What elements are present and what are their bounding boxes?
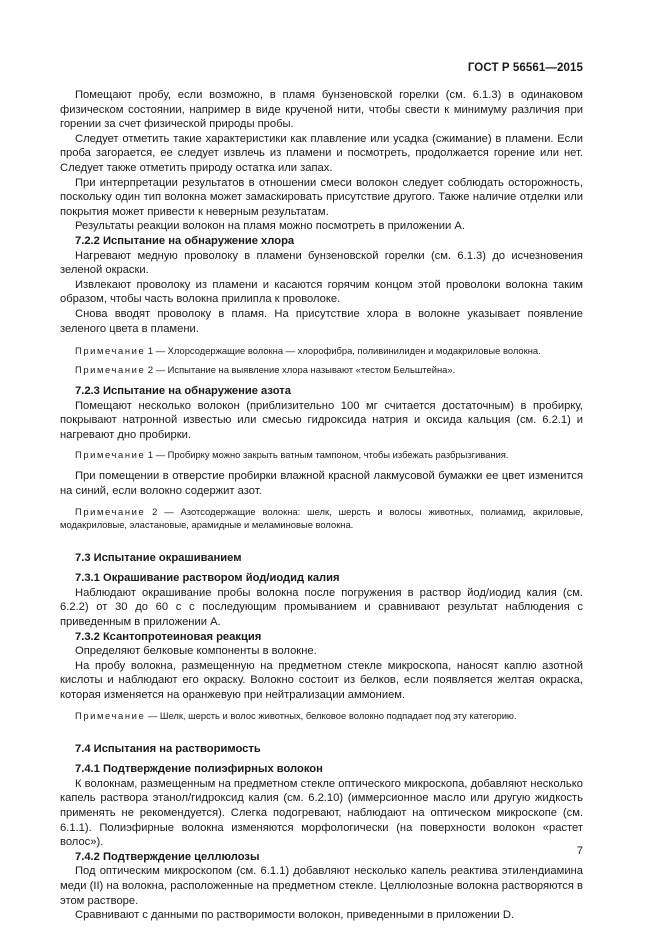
note-label: Примечание xyxy=(75,449,146,461)
document-body xyxy=(60,88,583,923)
paragraph: К волокнам, размещенным на предметном стекле оптического микроскопа, добавляют несколько капель раствора этанол/гидроксид калия (см. 6.2.10) (иммерсионное масло или другую жидкость применять не рекомендуется). Слегка подогревают, наблюдают на оптическом микроскопе (см. 6.1.1). Полиэфирные волокна изменяются морфологически (на поверхности волокон «растет волос»). xyxy=(60,777,583,849)
paragraph: Под оптическим микроскопом (см. 6.1.1) добавляют несколько капель реактива этилендиамина меди (II) на волокна, расположенные на предметном стекле. Целлюлозные волокна растворяются в этом растворе. xyxy=(60,865,583,907)
note xyxy=(60,344,583,357)
note xyxy=(60,709,583,722)
paragraph: Следует отметить такие характеристики как плавление или усадка (сжимание) в пламени. Если проба загорается, ее следует извлечь из пламени и посмотреть, продолжается горение или нет. Следует также отметить природу остатка или запах. xyxy=(60,132,583,174)
paragraph: Определяют белковые компоненты в волокне. xyxy=(75,645,317,658)
note-text: 2 — Испытание на выявление хлора называют «тестом Бельштейна». xyxy=(145,364,456,376)
section-heading: 7.4.2 Подтверждение целлюлозы xyxy=(75,850,260,863)
paragraph: Результаты реакции волокон на пламя можно посмотреть в приложении А. xyxy=(75,220,465,233)
section-heading: 7.2.3 Испытание на обнаружение азота xyxy=(75,385,291,398)
section-heading: 7.2.2 Испытание на обнаружение хлора xyxy=(75,234,295,247)
section-heading: 7.4 Испытания на растворимость xyxy=(75,742,261,755)
note-text: — Шелк, шерсть и волос животных, белковое волокно подпадает под эту категорию. xyxy=(145,709,517,721)
section-heading: 7.3.1 Окрашивание раствором йод/иодид калия xyxy=(75,572,340,585)
note-label: Примечание xyxy=(75,505,146,517)
paragraph: Помещают пробу, если возможно, в пламя бунзеновской горелки (см. 6.1.3) в одинаковом физическом состоянии, например в виде крученой нити, чтобы свести к минимуму различия при горении за счет физической природы пробы. xyxy=(60,89,583,131)
note-text: 2 — Азотсодержащие волокна: шелк, шерсть и волосы животных, полиамид, акриловые, модакриловые, эластановые, арамидные и меламиновые волокна. xyxy=(60,505,583,530)
paragraph: Извлекают проволоку из пламени и касаются горячим концом этой проволоки волокна таким образом, чтобы часть волокна прилипла к проволоке. xyxy=(60,278,583,306)
section-heading: 7.3.2 Ксантопротеиновая реакция xyxy=(75,630,262,643)
paragraph: Наблюдают окрашивание пробы волокна после погружения в раствор йод/иодид калия (см. 6.2.2) от 30 до 60 с с последующим промыванием и сравнивают результат наблюдения с приведенным в приложении А. xyxy=(60,586,583,629)
page-number: 7 xyxy=(576,845,583,857)
note-label: Примечание xyxy=(75,364,146,376)
note-label: Примечание xyxy=(75,345,146,357)
note-text: 1 — Пробирку можно закрыть ватным тампоном, чтобы избежать разбрызгивания. xyxy=(145,449,509,461)
note xyxy=(60,363,583,376)
section-heading: 7.4.1 Подтверждение полиэфирных волокон xyxy=(75,763,323,776)
note-label: Примечание xyxy=(75,709,146,721)
paragraph: При помещении в отверстие пробирки влажной красной лакмусовой бумажки ее цвет изменится на синий, если волокно содержит азот. xyxy=(60,470,583,498)
paragraph: Помещают несколько волокон (приблизительно 100 мг считается достаточным) в пробирку, покрывают натронной известью или смесью гидроксида натрия и оксида кальция (см. 6.2.1) и нагревают дно пробирки. xyxy=(60,399,583,441)
note xyxy=(60,505,583,531)
paragraph: На пробу волокна, размещенную на предметном стекле микроскопа, наносят каплю азотной кислоты и наблюдают его окраску. Волокно состоит из белков, если появляется желтая окраска, которая изменяется на оранжевую при нейтрализации аммонием. xyxy=(60,659,583,701)
paragraph: Нагревают медную проволоку в пламени бунзеновской горелки (см. 6.1.3) до исчезновения зеленой окраски. xyxy=(60,249,583,277)
section-heading: 7.3 Испытание окрашиванием xyxy=(75,551,242,564)
standard-id: ГОСТ Р 56561—2015 xyxy=(467,62,583,74)
note-text: 1 — Хлорсодержащие волокна — хлорофибра, поливинилиден и модакриловые волокна. xyxy=(145,345,541,357)
note xyxy=(60,448,583,461)
paragraph: При интерпретации результатов в отношении смеси волокон следует соблюдать осторожность, поскольку один тип волокна может замаскировать присутствие другого. Также наличие отделки или покрытия может привести к неверным результатам. xyxy=(60,176,583,218)
paragraph: Сравнивают с данными по растворимости волокон, приведенными в приложении D. xyxy=(75,909,515,922)
paragraph: Снова вводят проволоку в пламя. На присутствие хлора в волокне указывает появление зеленого цвета в пламени. xyxy=(60,307,583,335)
